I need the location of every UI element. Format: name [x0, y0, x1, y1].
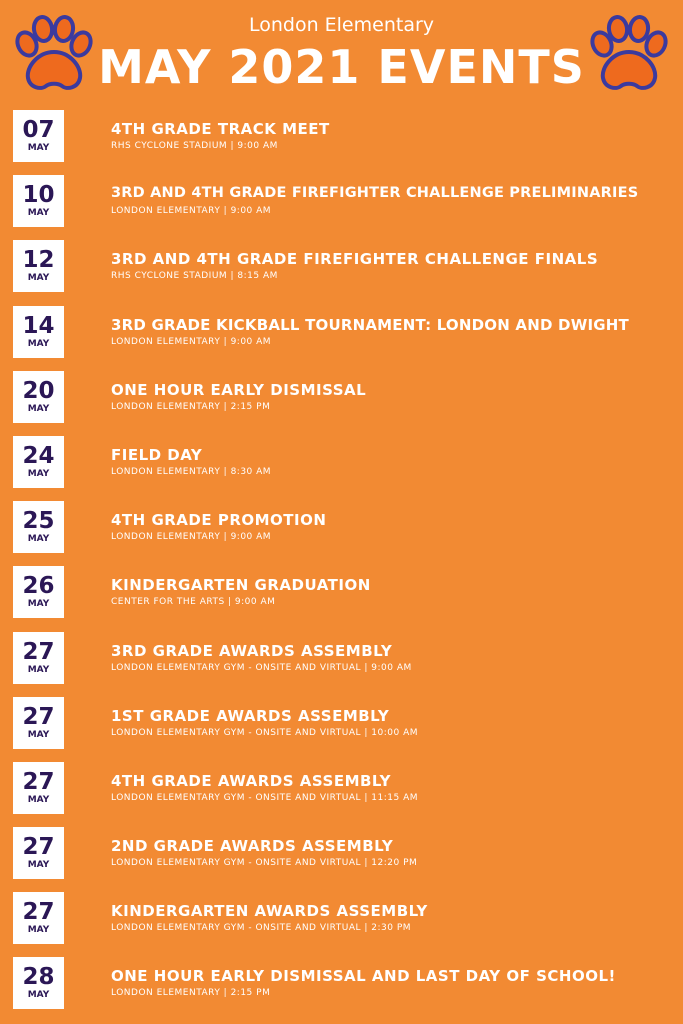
date-badge: [13, 892, 64, 944]
date-badge: [13, 501, 64, 553]
event-day: 28: [22, 964, 55, 991]
event-month: MAY: [27, 664, 50, 675]
event-item: [0, 172, 683, 237]
event-title: 1ST GRADE AWARDS ASSEMBLY: [111, 706, 390, 725]
event-month: MAY: [27, 860, 50, 871]
event-title: 3RD AND 4TH GRADE FIREFIGHTER CHALLENGE PRELIMINARIES: [111, 185, 639, 202]
event-month: MAY: [27, 143, 50, 153]
page-title: MAY 2021 EVENTS: [98, 40, 585, 94]
event-month: MAY: [27, 599, 50, 610]
event-day: 10: [22, 182, 55, 209]
event-details: LONDON ELEMENTARY GYM - ONSITE AND VIRTUAL | 12:20 PM: [111, 858, 418, 869]
events-list: [0, 107, 683, 1020]
event-details: RHS CYCLONE STADIUM | 9:00 AM: [111, 141, 278, 151]
event-month: MAY: [27, 403, 50, 414]
event-month: MAY: [27, 990, 50, 1001]
event-item: [0, 433, 683, 498]
event-item: [0, 629, 683, 694]
event-day: 27: [22, 638, 55, 665]
event-month: MAY: [27, 338, 50, 349]
event-month: MAY: [27, 468, 50, 479]
event-title: 3RD AND 4TH GRADE FIREFIGHTER CHALLENGE FINALS: [111, 250, 599, 269]
event-details: CENTER FOR THE ARTS | 9:00 AM: [111, 597, 276, 608]
event-month: MAY: [27, 925, 50, 936]
event-day: 24: [22, 442, 55, 469]
event-details: LONDON ELEMENTARY | 9:00 AM: [111, 532, 272, 543]
event-month: MAY: [27, 273, 50, 284]
date-badge: [13, 306, 64, 358]
event-item: [0, 303, 683, 368]
event-title: KINDERGARTEN GRADUATION: [111, 576, 371, 595]
event-title: 2ND GRADE AWARDS ASSEMBLY: [111, 837, 394, 856]
event-item: [0, 824, 683, 889]
event-item: [0, 498, 683, 563]
date-badge: [13, 110, 64, 162]
event-details: LONDON ELEMENTARY GYM - ONSITE AND VIRTUAL | 11:15 AM: [111, 792, 418, 803]
event-title: 4TH GRADE TRACK MEET: [111, 120, 330, 138]
event-month: MAY: [27, 208, 50, 219]
date-badge: [13, 371, 64, 423]
header: [0, 0, 683, 110]
event-details: LONDON ELEMENTARY | 9:00 AM: [111, 206, 272, 217]
paw-print-icon: [587, 12, 671, 96]
date-badge: [13, 827, 64, 879]
event-details: RHS CYCLONE STADIUM | 8:15 AM: [111, 271, 278, 282]
event-title: KINDERGARTEN AWARDS ASSEMBLY: [111, 902, 428, 921]
date-badge: [13, 175, 64, 227]
date-badge: [13, 957, 64, 1009]
event-month: MAY: [27, 729, 50, 740]
event-item: [0, 368, 683, 433]
event-details: LONDON ELEMENTARY GYM - ONSITE AND VIRTUAL | 2:30 PM: [111, 923, 412, 934]
event-item: [0, 954, 683, 1019]
event-item: [0, 563, 683, 628]
event-details: LONDON ELEMENTARY | 8:30 AM: [111, 466, 272, 477]
event-title: 3RD GRADE AWARDS ASSEMBLY: [111, 641, 393, 660]
event-title: 4TH GRADE AWARDS ASSEMBLY: [111, 771, 392, 790]
event-month: MAY: [27, 534, 50, 545]
event-item: [0, 759, 683, 824]
event-details: LONDON ELEMENTARY GYM - ONSITE AND VIRTUAL | 10:00 AM: [111, 727, 418, 738]
event-day: 27: [22, 703, 55, 730]
school-name: London Elementary: [248, 14, 435, 36]
event-title: FIELD DAY: [111, 445, 203, 464]
event-title: 4TH GRADE PROMOTION: [111, 511, 327, 530]
date-badge: [13, 436, 64, 488]
date-badge: [13, 697, 64, 749]
event-details: LONDON ELEMENTARY | 2:15 PM: [111, 401, 271, 412]
date-badge: [13, 762, 64, 814]
event-day: 20: [22, 377, 55, 404]
event-item: [0, 889, 683, 954]
event-item: [0, 107, 683, 172]
event-item: [0, 694, 683, 759]
event-day: 14: [22, 312, 55, 339]
event-month: MAY: [27, 794, 50, 805]
event-item: [0, 237, 683, 302]
date-badge: [13, 632, 64, 684]
event-title: 3RD GRADE KICKBALL TOURNAMENT: LONDON AND DWIGHT: [111, 315, 629, 334]
date-badge: [13, 240, 64, 292]
date-badge: [13, 566, 64, 618]
event-title: ONE HOUR EARLY DISMISSAL AND LAST DAY OF SCHOOL!: [111, 967, 616, 986]
event-day: 07: [22, 117, 55, 143]
event-day: 27: [22, 834, 55, 861]
event-day: 26: [22, 573, 55, 600]
event-day: 12: [22, 247, 55, 274]
event-day: 27: [22, 768, 55, 795]
event-details: LONDON ELEMENTARY | 9:00 AM: [111, 336, 272, 347]
event-details: LONDON ELEMENTARY | 2:15 PM: [111, 988, 271, 999]
event-day: 27: [22, 899, 55, 926]
event-title: ONE HOUR EARLY DISMISSAL: [111, 380, 367, 399]
event-details: LONDON ELEMENTARY GYM - ONSITE AND VIRTUAL | 9:00 AM: [111, 662, 412, 673]
event-day: 25: [22, 508, 55, 535]
